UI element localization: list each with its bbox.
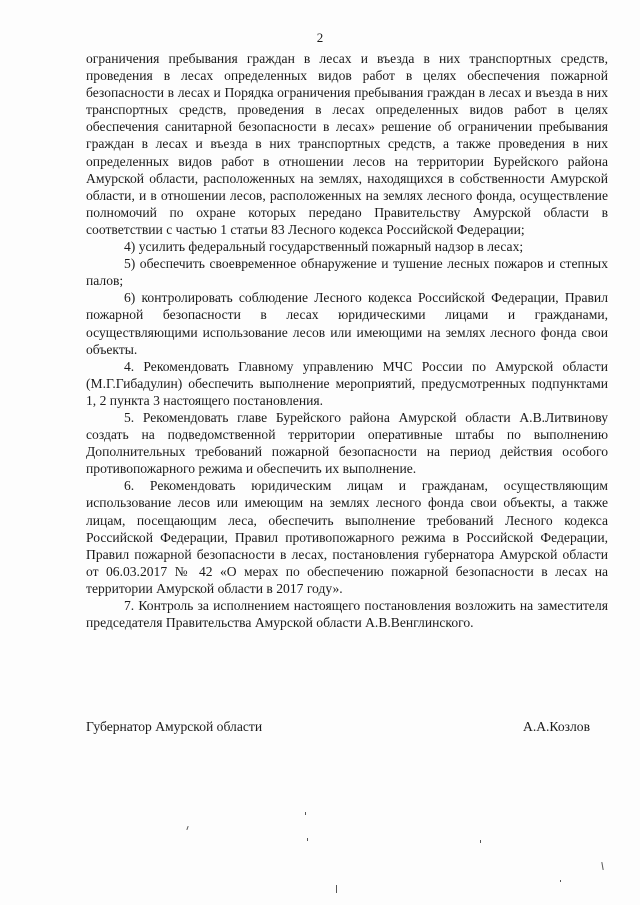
paragraph-item-6: 6) контролировать соблюдение Лесного кодекса Российской Федерации, Правил пожарной безопасности в лесах юридическими лицами и гражданами, осуществляющими использование лесов или имеющими на землях лесного фонда свои объекты. — [86, 290, 608, 357]
signatory-position: Губернатор Амурской области — [86, 719, 263, 734]
signatory-name: А.А.Козлов — [523, 719, 590, 734]
scan-speck — [601, 862, 603, 870]
scan-speck — [186, 826, 188, 830]
paragraph-clause-5: 5. Рекомендовать главе Бурейского района Амурской области А.В.Литвинову создать на подведомственной территории оперативные штабы по выполнению Дополнительных требований пожарной безопасности на период действия особого противопожарного режима и обеспечить их выполнение. — [86, 409, 608, 477]
scan-speck — [560, 880, 561, 882]
paragraph-clause-7: 7. Контроль за исполнением настоящего постановления возложить на заместителя председателя Правительства Амурской области А.В.Венглинского. — [86, 598, 608, 631]
scan-speck — [307, 838, 308, 841]
paragraph-item-5: 5) обеспечить своевременное обнаружение и тушение лесных пожаров и степных палов; — [86, 256, 608, 289]
scan-speck — [336, 885, 337, 893]
document-body — [86, 50, 608, 631]
paragraph-continuation: ограничения пребывания граждан в лесах и въезда в них транспортных средств, проведения в лесах определенных видов работ в целях обеспечения пожарной безопасности в лесах и Порядка ограничения пребывания граждан в лесах и въезда в них транспортных средств, проведения в лесах определенных видов работ в целях обеспечения санитарной безопасности в лесах» решение об ограничении пребывания граждан в лесах и въезда в них транспортных средств, а также проведения в них определенных видов работ в отношении лесов на территории Бурейского района Амурской области, расположенных на землях, находящихся в собственности Амурской области, и в отношении лесов, расположенных на землях лесного фонда, осуществление полномочий по охране которых передано Правительству Амурской области в соответствии с частью 1 статьи 83 Лесного кодекса Российской Федерации; — [86, 51, 608, 237]
paragraph-item-4: 4) усилить федеральный государственный пожарный надзор в лесах; — [124, 239, 524, 255]
page-number: 2 — [316, 30, 324, 45]
scan-speck — [480, 840, 481, 843]
paragraph-clause-6: 6. Рекомендовать юридическим лицам и гражданам, осуществляющим использование лесов или имеющим на землях лесного фонда свои объекты, а также лицам, посещающим леса, обеспечить выполнение требований Лесного кодекса Российской Федерации, Правил противопожарного режима в Российской Федерации, Правил пожарной безопасности в лесах, постановления губернатора Амурской области от 06.03.2017 № 42 «О мерах по обеспечению пожарной безопасности в лесах на территории Амурской области в 2017 году». — [86, 478, 608, 596]
scan-speck — [305, 812, 306, 815]
paragraph-clause-4: 4. Рекомендовать Главному управлению МЧС России по Амурской области (М.Г.Гибадулин) обеспечить выполнение мероприятий, предусмотренных подпунктами 1, 2 пункта 3 настоящего постановления. — [86, 358, 608, 408]
